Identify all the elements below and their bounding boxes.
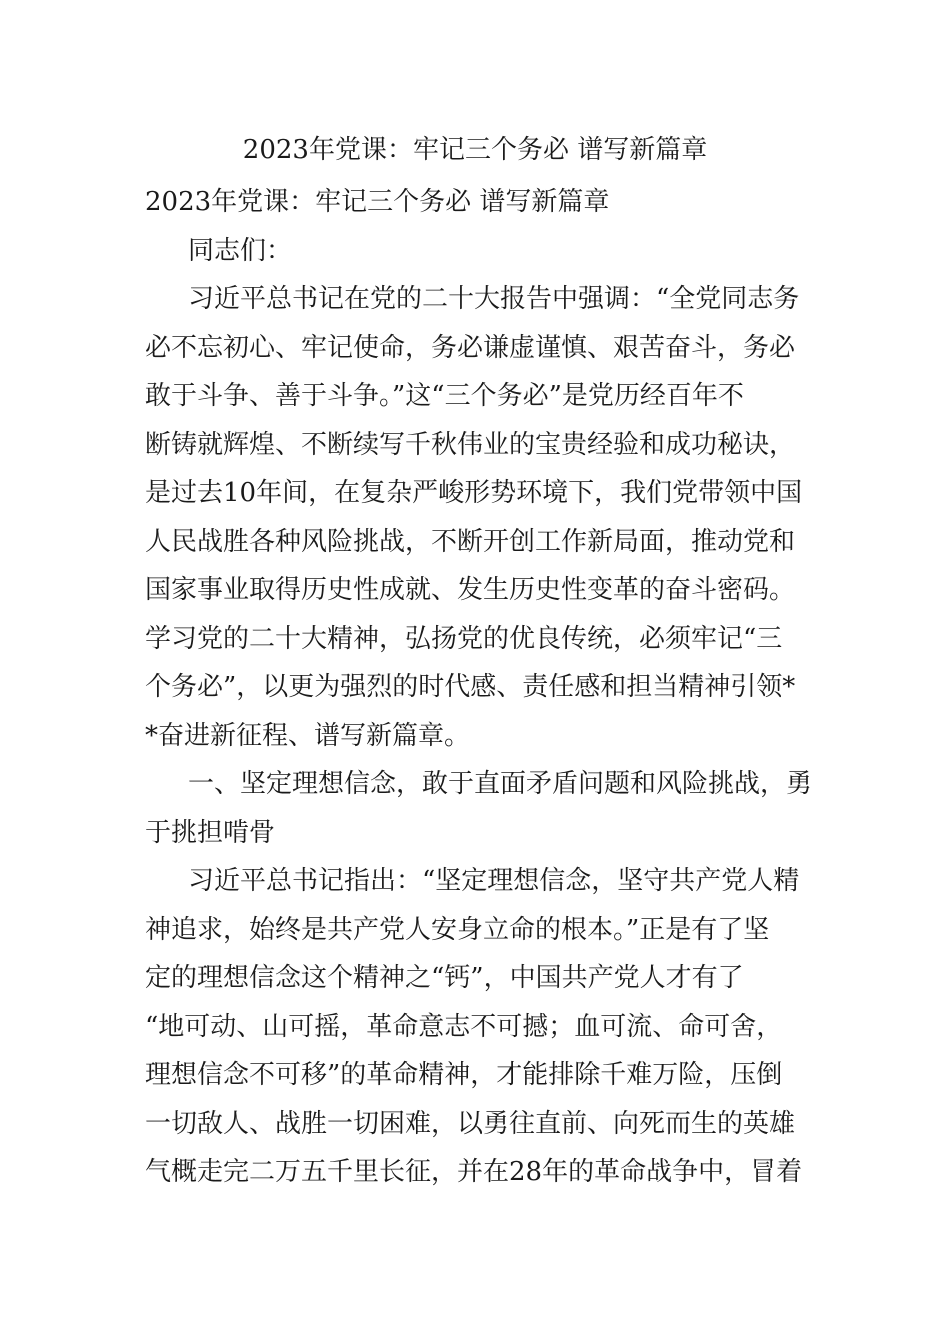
text-line: 敢于斗争、善于斗争。”这“三个务必”是党历经百年不 [145,381,744,411]
text-line: 人民战胜各种风险挑战，不断开创工作新局面，推动党和 [145,526,796,557]
text-line: 气概走完二万五千里长征，并在28年的革命战争中，冒着 [145,1157,803,1187]
text-line: 一、坚定理想信念，敢于直面矛盾问题和风险挑战，勇 [188,769,813,799]
document-heading-line: 2023年党课：牢记三个务必 谱写新篇章 [145,187,610,217]
text-line: 个务必”，以更为强烈的时代感、责任感和担当精神引领* [145,672,796,702]
text-line: 国家事业取得历史性成就、发生历史性变革的奋斗密码。 [145,575,796,605]
text-line: *奋进新征程、谱写新篇章。 [145,720,471,751]
text-line: 习近平总书记在党的二十大报告中强调：“全党同志务 [188,284,800,314]
document-title: 2023年党课：牢记三个务必 谱写新篇章 [242,135,708,165]
text-line: 断铸就辉煌、不断续写千秋伟业的宝贵经验和成功秘诀， [145,429,796,460]
text-line: 习近平总书记指出：“坚定理想信念，坚守共产党人精 [188,866,800,896]
text-line: “地可动、山可摇，革命意志不可撼；血可流、命可舍， [145,1011,783,1042]
text-line: 神追求，始终是共产党人安身立命的根本。”正是有了坚 [145,914,770,945]
document-body [145,178,817,1197]
text-line: 定的理想信念这个精神之“钙”，中国共产党人才有了 [145,963,744,993]
text-line: 学习党的二十大精神，弘扬党的优良传统，必须牢记“三 [145,623,783,654]
text-line: 一切敌人、战胜一切困难，以勇往直前、向死而生的英雄 [145,1108,796,1139]
text-line: 同志们： [188,235,293,266]
text-line: 理想信念不可移”的革命精神，才能排除千难万险，压倒 [145,1060,783,1090]
text-line: 于挑担啃骨 [145,817,276,848]
text-line: 是过去10年间，在复杂严峻形势环境下，我们党带领中国 [145,478,803,508]
text-line: 必不忘初心、牢记使命，务必谦虚谨慎、艰苦奋斗，务必 [145,332,796,363]
